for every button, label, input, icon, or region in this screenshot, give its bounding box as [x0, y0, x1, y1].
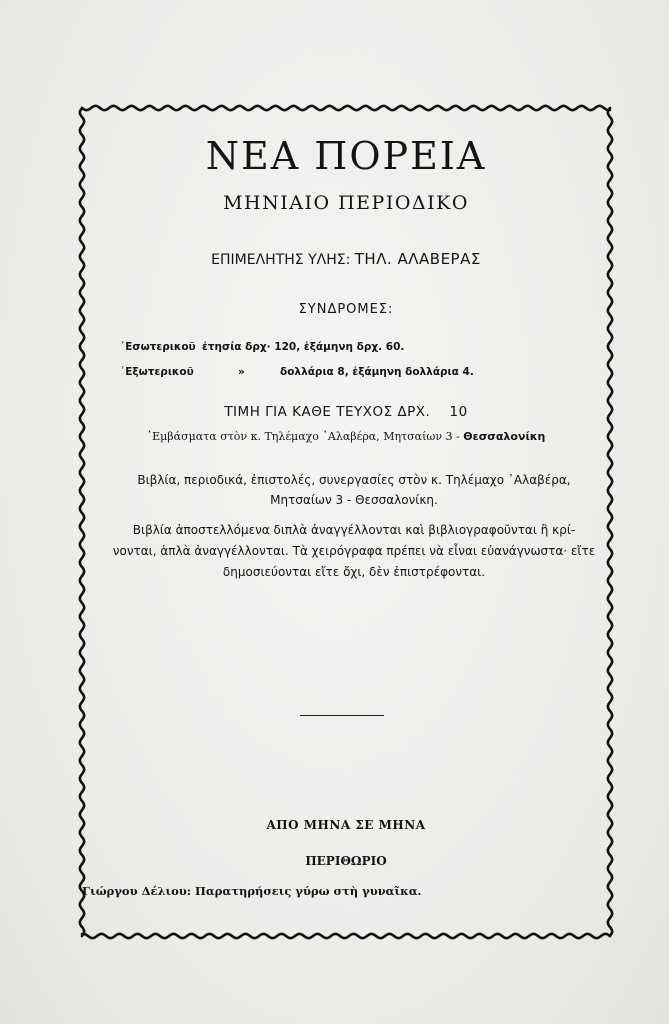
section-subheading: ΠΕΡΙΘΩΡΙΟ [305, 854, 387, 868]
journal-title: ΝΕΑ ΠΟΡΕΙΑ [205, 134, 487, 178]
journal-subtitle: ΜΗΝΙΑΙΟ ΠΕΡΙΟΔΙΚΟ [223, 192, 469, 214]
remittance-city: Θεσσαλονίκη [463, 430, 546, 443]
foreign-rate-row [120, 366, 474, 378]
remittance-line [78, 430, 614, 443]
domestic-rate-row [120, 341, 405, 353]
books-policy-notice: Βιβλία ἀποστελλόμενα διπλὰ ἀναγγέλλονται καὶ βιβλιογραφοῦνται ἢ κρί-νονται, ἁπλὰ ἀναγγέλλονται. Τὰ χειρόγραφα πρέπει νὰ εἶναι εὐανάγνωστα· εἴτε δημοσιεύονται εἴτε ὄχι, δὲν ἐπιστρέφονται. [112, 523, 596, 579]
subscriptions-heading: ΣΥΝΔΡΟΜΕΣ: [298, 302, 394, 317]
editor-line [78, 250, 614, 268]
masthead-page [78, 104, 614, 940]
divider-rule [300, 715, 384, 716]
domestic-label: ᾿Εσωτερικοῦ [120, 341, 196, 353]
section-heading: ΑΠΟ ΜΗΝΑ ΣΕ ΜΗΝΑ [266, 818, 426, 832]
correspondence-notice: Βιβλία, περιοδικά, ἐπιστολές, συνεργασίες στὸν κ. Τηλέμαχο ᾿Αλαβέρα, Μητσαίων 3 - Θεσσαλονίκη. [137, 473, 571, 507]
editor-label: ΕΠΙΜΕΛΗΤΗΣ ΥΛΗΣ: [211, 252, 351, 268]
ditto-mark: » [238, 366, 245, 378]
contents-entry: Γιώργου Δέλιου: Παρατηρήσεις γύρω στὴ γυναῖκα. [82, 884, 422, 898]
foreign-label: ᾿Εξωτερικοῦ [120, 366, 194, 378]
issue-price: ΤΙΜΗ ΓΙΑ ΚΑΘΕ ΤΕΥΧΟΣ ΔΡΧ. 10 [224, 404, 468, 420]
domestic-rate: ἐτησία δρχ· 120, ἑξάμηνη δρχ. 60. [202, 341, 405, 353]
remittance-text: ᾿Εμβάσματα στὸν κ. Τηλέμαχο ᾿Αλαβέρα, Μητσαίων 3 - [146, 430, 460, 443]
editor-name: ΤΗΛ. ΑΛΑΒΕΡΑΣ [354, 250, 481, 268]
foreign-rate: δολλάρια 8, ἑξάμηνη δολλάρια 4. [280, 366, 474, 378]
